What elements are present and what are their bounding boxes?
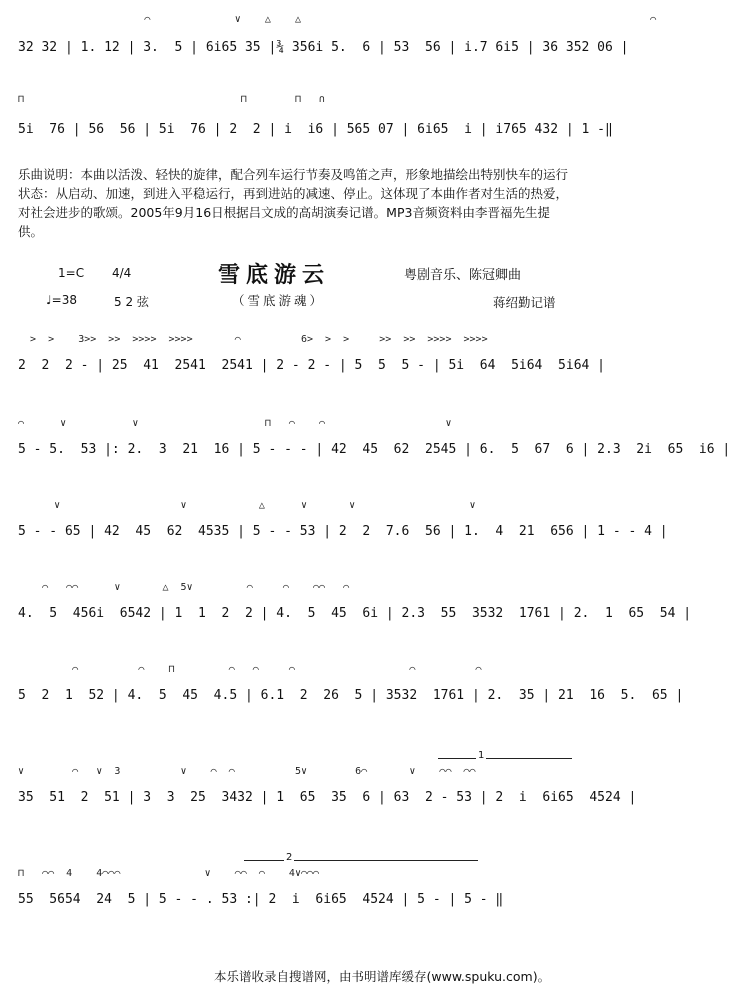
composer-credit: 粤剧音乐、陈冠卿曲 (404, 268, 522, 283)
notation-row-6 (18, 602, 692, 626)
notation-row-2 (18, 118, 613, 142)
ornament-marks-row-4: ⌒ ∨ ∨ ⊓ ⌒ ⌒ ∨ (18, 418, 452, 429)
notation-line: 5 - 5. 53 |: 2. 3 21 16 | 5 - - - | 42 45 62 2545 | 6. 5 67 6 | 2.3 2i 65 i6 | (18, 442, 730, 457)
notation-line: 32 32 | 1. 12 | 3. 5 | 6i65 35 |¾ 356i 5. 6 | 53 56 | i.7 6i5 | 36 352 06 | (18, 40, 629, 55)
footer-source-note: 本乐谱收录自搜谱网，由书明谱库缓存(www.spuku.com)。 (214, 969, 551, 984)
ornament-marks-row-5: ∨ ∨ △ ∨ ∨ ∨ (18, 500, 476, 511)
ornament-marks-row-9: ⊓ ⌒⌒ 4 4⌒⌒⌒ ∨ ⌒⌒ ⌒ 4∨⌒⌒⌒ (18, 868, 320, 879)
volta-bracket-1: 1 (438, 758, 572, 769)
ornament-marks-row-2: ⊓ ⊓ ⊓ ∩ (18, 94, 578, 105)
notation-row-9 (18, 888, 578, 912)
notation-line: 35 51 2 51 | 3 3 25 3432 | 1 65 35 6 | 63 2 - 53 | 2 i 6i65 4524 | (18, 790, 637, 805)
notation-row-5 (18, 520, 668, 544)
notation-line: 4. 5 456i 6542 | 1 1 2 2 | 4. 5 45 6i | 2.3 55 3532 1761 | 2. 1 65 54 | (18, 606, 692, 621)
notation-row-7 (18, 684, 684, 708)
tuning-marking: 5 2 弦 (114, 295, 149, 309)
ornament-marks-row-6: ⌒ ⌒⌒ ∨ △ 5∨ ⌒ ⌒ ⌒⌒ ⌒ (18, 582, 350, 593)
notation-line: 2 2 2 - | 25 41 2541 2541 | 2 - 2 - | 5 5 5 - | 5i 64 5i64 5i64 | (18, 358, 605, 373)
notation-line: 5 - - 65 | 42 45 62 4535 | 5 - - 53 | 2 2 7.6 56 | 1. 4 21 656 | 1 - - 4 | (18, 524, 668, 539)
key-signature: 1=C (58, 266, 85, 280)
notation-row-8 (18, 786, 637, 810)
notation-line: 55 5654 24 5 | 5 - - . 53 :| 2 i 6i65 4524 | 5 - | 5 - ‖ (18, 892, 504, 907)
ornament-marks-row-8: ∨ ⌒ ∨ 3 ∨ ⌒ ⌒ 5∨ 6⌒ ∨ ⌒⌒ ⌒⌒ (18, 766, 476, 777)
piece-subtitle: （雪底游魂） (232, 293, 326, 308)
notation-line: 5i 76 | 56 56 | 5i 76 | 2 2 | i i6 | 565 07 | 6i65 i | i765 432 | 1 -‖ (18, 122, 613, 137)
description-paragraph: 乐曲说明：本曲以活泼、轻快的旋律，配合列车运行节奏及鸣笛之声，形象地描绘出特别快车的运行状态：从启动、加速，到进入平稳运行，再到进站的减速、停止。这体现了本曲作者对生活的热爱，对社会进步的歌颂。2005年9月16日根据吕文成的高胡演奏记谱。MP3音频资料由李晋福先生提供。 (18, 167, 569, 239)
transcriber-credit: 蒋绍勤记谱 (493, 295, 556, 310)
piece-title: 雪底游云 (218, 262, 331, 288)
volta-bracket-2: 2 (244, 860, 478, 871)
notation-row-4 (18, 438, 730, 462)
ornament-marks-row-7: ⌒ ⌒ ⊓ ⌒ ⌒ ⌒ ⌒ ⌒ (18, 664, 482, 675)
notation-row-1 (18, 36, 629, 60)
notation-line: 5 2 1 52 | 4. 5 45 4.5 | 6.1 2 26 5 | 3532 1761 | 2. 35 | 21 16 5. 65 | (18, 688, 684, 703)
ornament-marks-row-3: > > 3>> >> >>>> >>>> ⌒ 6> > > >> >> >>>> >>>> (18, 334, 488, 345)
time-signature: 4/4 (112, 266, 132, 280)
ornament-marks-row-1: ⌒ ∨ △ △ ⌒ (18, 14, 657, 25)
notation-row-3 (18, 354, 605, 378)
tempo-marking: ♩=38 (46, 293, 77, 307)
